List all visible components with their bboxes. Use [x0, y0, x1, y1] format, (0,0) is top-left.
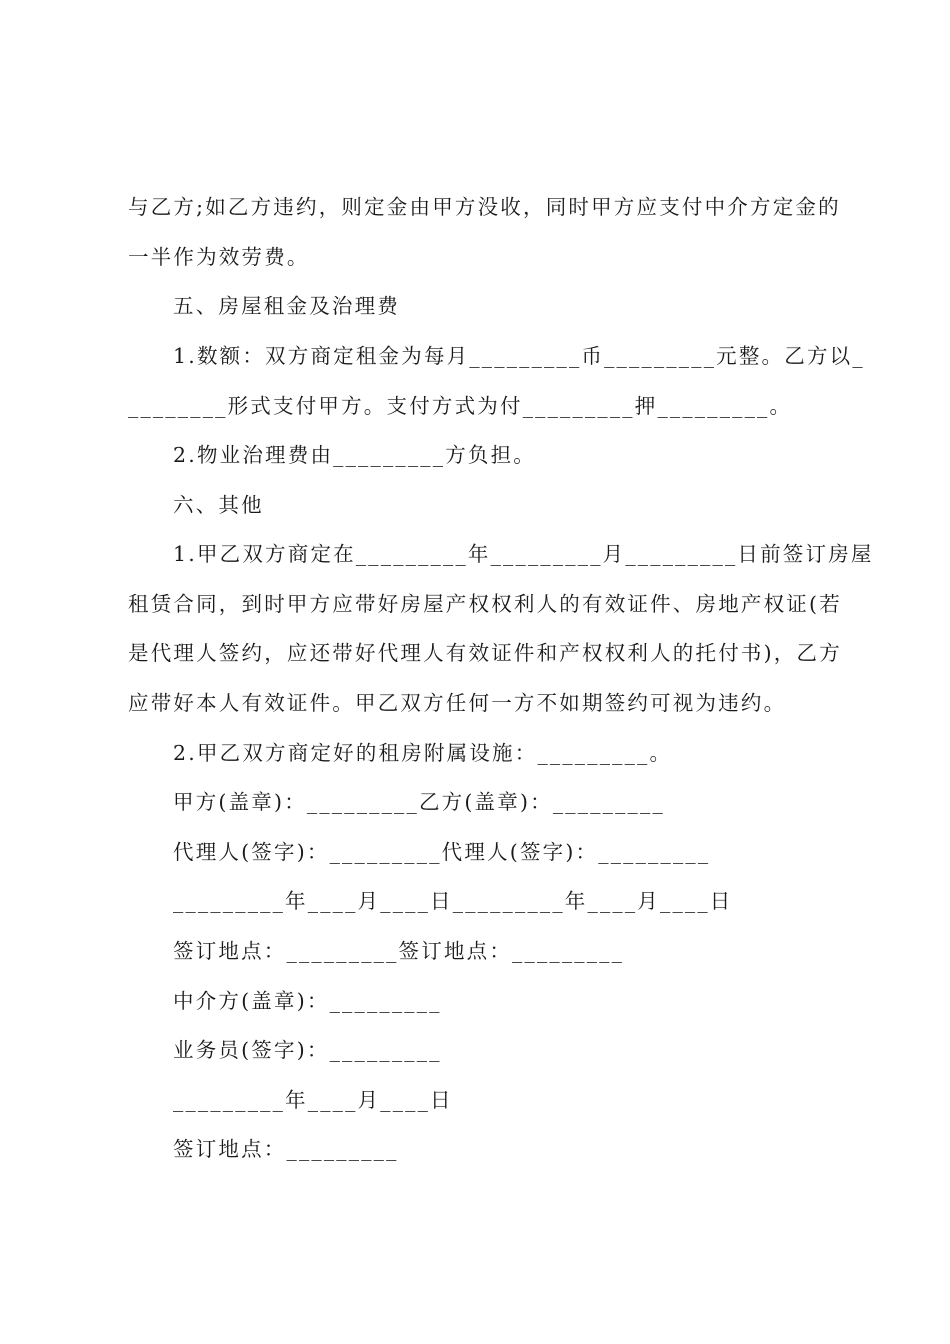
- section-heading: 五、房屋租金及治理费: [173, 294, 400, 318]
- paragraph-line: 一半作为效劳费。: [128, 245, 310, 269]
- signature-line: 代理人(签字)：_________代理人(签字)：_________: [173, 840, 711, 864]
- signature-line: 中介方(盖章)：_________: [173, 989, 442, 1013]
- signature-line: 甲方(盖章)：_________乙方(盖章)：_________: [173, 790, 665, 814]
- paragraph-line: 应带好本人有效证件。甲乙双方任何一方不如期签约可视为违约。: [128, 691, 787, 715]
- section-heading: 六、其他: [173, 493, 264, 517]
- paragraph-line: 与乙方;如乙方违约，则定金由甲方没收，同时甲方应支付中介方定金的: [128, 195, 841, 219]
- signing-place-line: 签订地点：_________: [173, 1137, 399, 1161]
- date-line: _________年____月____日_________年____月____日: [173, 889, 733, 913]
- paragraph-line: ________形式支付甲方。支付方式为付_________押_________。: [128, 394, 793, 418]
- paragraph-line: 租赁合同，到时甲方应带好房屋产权权利人的有效证件、房地产权证(若: [128, 592, 842, 616]
- date-line: _________年____月____日: [173, 1088, 453, 1112]
- paragraph-line: 2.物业治理费由_________方负担。: [173, 443, 537, 467]
- paragraph-line: 1.数额：双方商定租金为每月_________币_________元整。乙方以_: [173, 344, 865, 368]
- paragraph-line: 是代理人签约，应还带好代理人有效证件和产权权利人的托付书)，乙方: [128, 641, 842, 665]
- signature-line: 业务员(签字)：_________: [173, 1038, 442, 1062]
- paragraph-line: 1.甲乙双方商定在_________年_________月_________日前签订房屋: [173, 542, 874, 566]
- signing-place-line: 签订地点：_________签订地点：_________: [173, 939, 625, 963]
- paragraph-line: 2.甲乙双方商定好的租房附属设施：_________。: [173, 741, 673, 765]
